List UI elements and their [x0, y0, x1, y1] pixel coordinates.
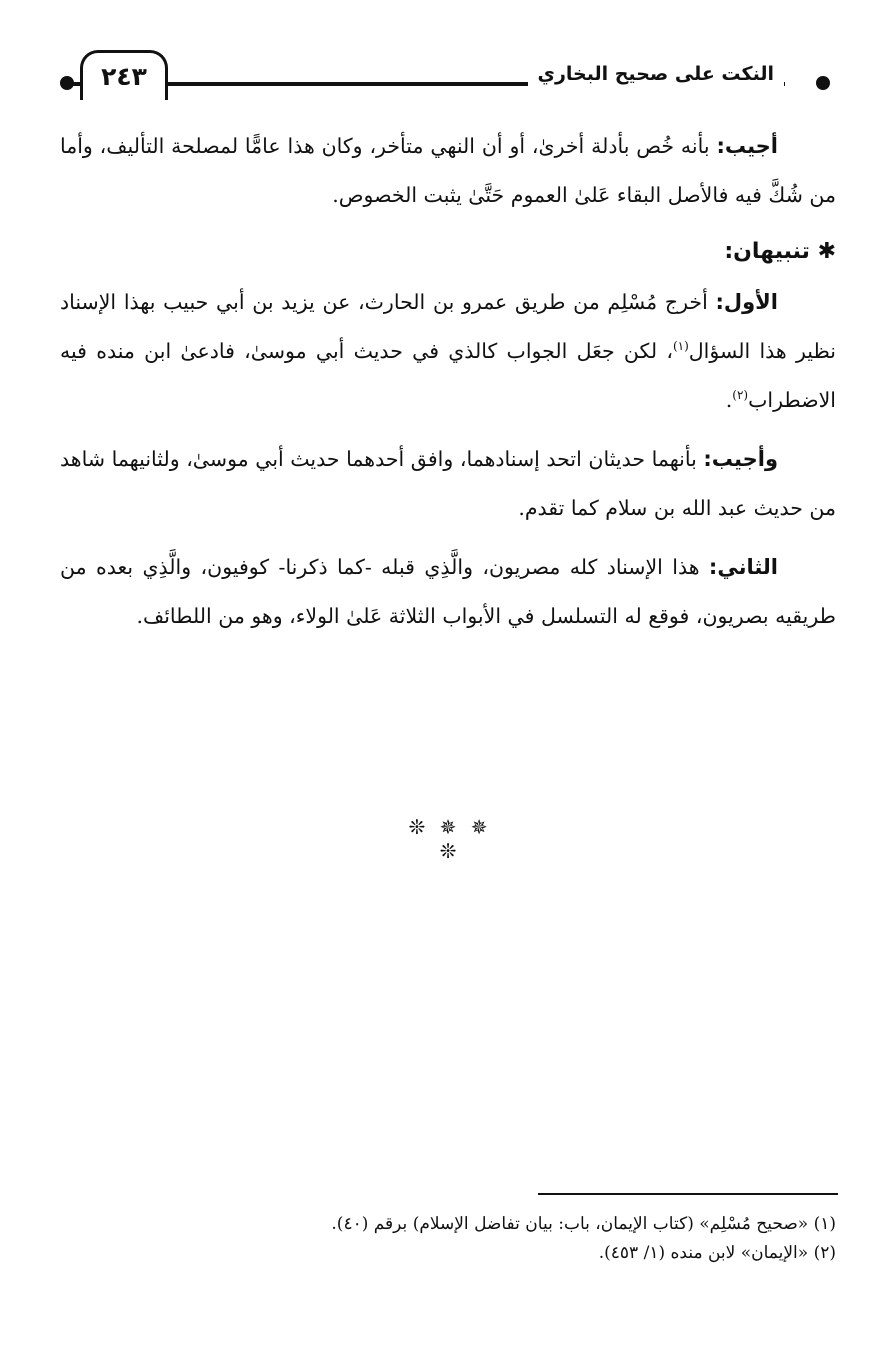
footnote-ref-1[interactable]: (١)	[672, 339, 689, 354]
running-title: النكت على صحيح البخاري	[528, 60, 784, 88]
star-icon: ✱	[817, 239, 836, 264]
footnotes	[60, 1210, 836, 1268]
main-text	[60, 122, 836, 651]
paragraph-text: ، لكن جعَل الجواب كالذي في حديث أبي موسىٰ، فادعىٰ ابن منده فيه الاضطراب	[60, 339, 836, 412]
footnote-ref-2[interactable]: (٢)	[732, 388, 749, 403]
footnote-1: (١) «صحيح مُسْلِم» (كتاب الإيمان، باب: بيان تفاضل الإسلام) برقم (٤٠).	[331, 1214, 836, 1234]
section-separator-icon: ❊ ✵ ✵ ❊	[408, 815, 492, 863]
section-heading	[60, 230, 836, 274]
paragraph-answer-1	[60, 122, 836, 220]
paragraph-lead: أجيب:	[716, 134, 778, 158]
footnote-2: (٢) «الإيمان» لابن منده (١/ ٤٥٣).	[598, 1243, 836, 1263]
header-dot-right	[816, 76, 830, 90]
paragraph-lead: الأول:	[715, 290, 778, 314]
paragraph-lead: الثاني:	[708, 555, 778, 579]
section-heading-text: تنبيهان:	[724, 239, 810, 264]
paragraph-second-note	[60, 543, 836, 641]
paragraph-text: .	[725, 388, 733, 412]
page-number: ٢٤٣	[80, 50, 168, 100]
paragraph-text: بأنهما حديثان اتحد إسنادهما، وافق أحدهما حديث أبي موسىٰ، ولثانيهما شاهد من حديث عبد الله بن سلام كما تقدم.	[60, 447, 836, 520]
paragraph-answer-2	[60, 435, 836, 533]
paragraph-text: هذا الإسناد كله مصريون، والَّذِي قبله -كما ذكرنا- كوفيون، والَّذِي بعده من طريقيه بصريون، فوقع له التسلسل في الأبواب الثلاثة عَلىٰ الولاء، وهو من اللطائف.	[60, 555, 836, 628]
header-dot-left	[60, 76, 74, 90]
paragraph-lead: وأجيب:	[703, 447, 778, 471]
footnote-rule	[538, 1193, 838, 1195]
page-header	[40, 46, 840, 108]
paragraph-first-note	[60, 278, 836, 425]
paragraph-text: بأنه خُص بأدلة أخرىٰ، أو أن النهي متأخر، وكان هذا عامًّا لمصلحة التأليف، وأما من شُكَّ فيه فالأصل البقاء عَلىٰ العموم حَتَّىٰ يثبت الخصوص.	[60, 134, 836, 207]
paragraph-text: أخرج مُسْلِم من طريق عمرو بن الحارث، عن يزيد بن أبي حبيب بهذا الإسناد نظير هذا السؤال	[60, 290, 836, 363]
